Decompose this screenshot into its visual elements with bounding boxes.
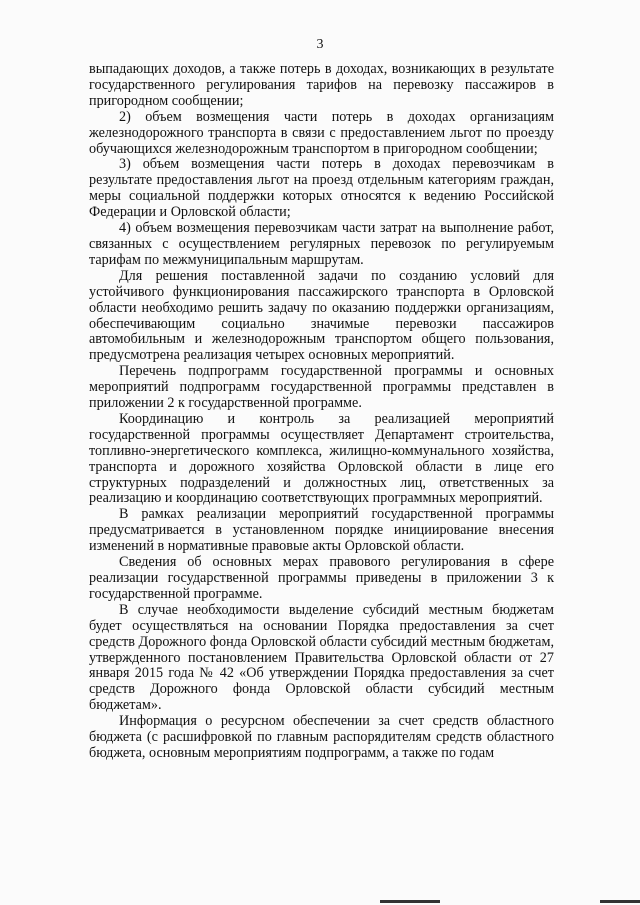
scan-artifact-mark [600,900,640,903]
paragraph: В рамках реализации мероприятий государственной программы предусматривается в установленном порядке инициирование внесения изменений в нормативные правовые акты Орловской области. [89,506,554,555]
paragraph: Для решения поставленной задачи по созданию условий для устойчивого функционирования пассажирского транспорта в Орловской области необходимо решить задачу по оказанию поддержки организациям, обеспечивающим социально значимые перевозки пассажиров автомобильным и железнодорожным транспортом общего пользования, предусмотрена реализация четырех основных мероприятий. [89,267,554,364]
paragraph: 4) объем возмещения перевозчикам части затрат на выполнение работ, связанных с осуществлением регулярных перевозок по регулируемым тарифам по межмуниципальным маршрутам. [89,220,554,268]
paragraph: 3) объем возмещения части потерь в доходах перевозчикам в результате предоставления льгот на проезд отдельным категориям граждан, меры социальной поддержки которых относятся к ведению Российской Федерации и Орловской области; [89,156,554,221]
paragraph: Координацию и контроль за реализацией мероприятий государственной программы осуществляет Департамент строительства, топливно-энергетического комплекса, жилищно-коммунального хозяйства, транспорта и дорожного хозяйства Орловской области в лице его структурных подразделений и должностных лиц, ответственных за реализацию и координацию соответствующих программных мероприятий. [89,410,554,507]
paragraph: 2) объем возмещения части потерь в доходах организациям железнодорожного транспорта в связи с предоставлением льгот по проезду обучающихся железнодорожным транспортом в пригородном сообщении; [89,108,554,157]
body-text [89,62,554,762]
paragraph: Перечень подпрограмм государственной программы и основных мероприятий подпрограмм государственной программы представлен в приложении 2 к государственной программе. [89,363,554,412]
paragraph: Сведения об основных мерах правового регулирования в сфере реализации государственной программы приведены в приложении 3 к государственной программе. [89,554,554,602]
page-number: 3 [316,37,324,52]
paragraph: В случае необходимости выделение субсидий местным бюджетам будет осуществляться на основании Порядка предоставления за счет средств Дорожного фонда Орловской области субсидий местным бюджетам, утвержденного постановлением Правительства Орловской области от 27 января 2015 года № 42 «Об утверждении Порядка предоставления за счет средств Дорожного фонда Орловской области субсидий местным бюджетам». [89,601,554,714]
paragraph: Информация о ресурсном обеспечении за счет средств областного бюджета (с расшифровкой по главным распорядителям средств областного бюджета, основным мероприятиям подпрограмм, а также по годам [89,713,554,761]
paragraph: выпадающих доходов, а также потерь в доходах, возникающих в результате государственного регулирования тарифов на перевозку пассажиров в пригородном сообщении; [89,61,554,109]
scan-artifact-mark [380,900,440,903]
